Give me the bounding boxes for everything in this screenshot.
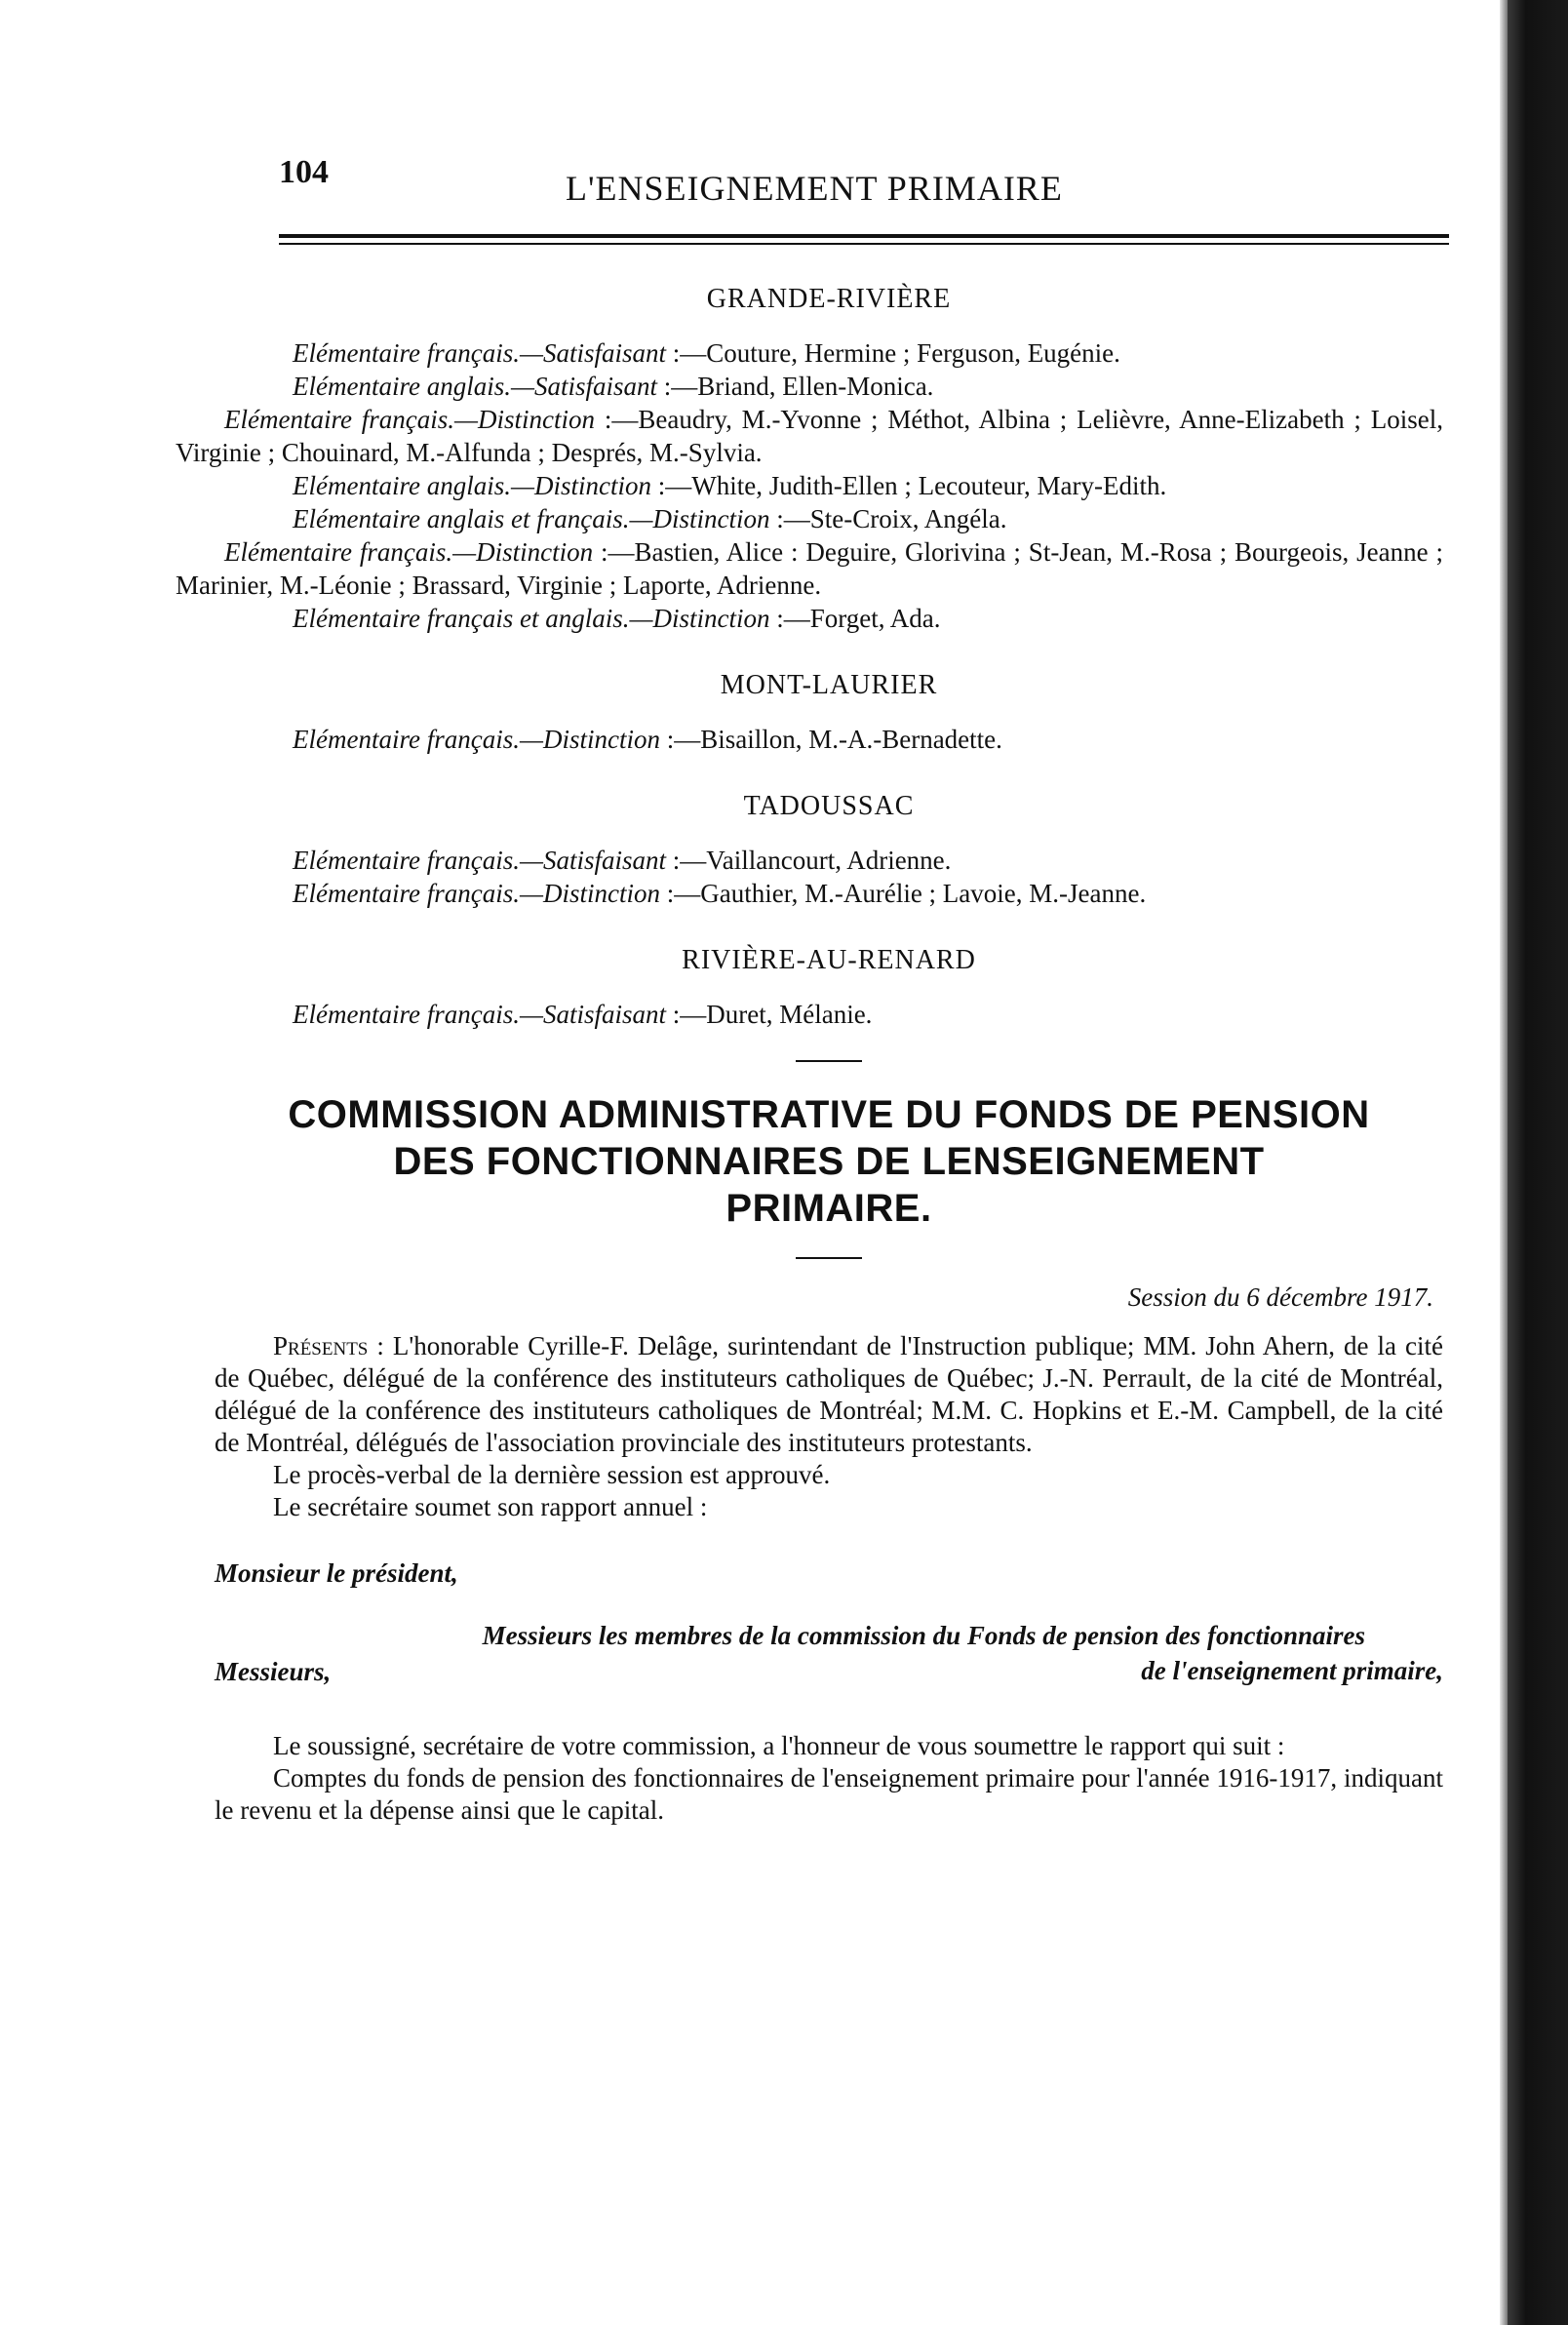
commission-heading-line: COMMISSION ADMINISTRATIVE DU FONDS DE PENSION [288,1093,1370,1136]
section-divider [796,1060,862,1062]
report-body [215,1730,1443,1827]
page-number: 104 [279,154,329,190]
section-title-grande-riviere: GRANDE-RIVIÈRE [706,284,952,314]
accounts-paragraph: Comptes du fonds de pension des fonctionnaires de l'enseignement primaire pour l'année 1916-1917, indiquant le revenu et la dépense ainsi que le capital. [215,1763,1443,1825]
entry-line: Elémentaire français.—Satisfaisant :—Couture, Hermine ; Ferguson, Eugénie. [293,338,1120,368]
report-paragraph: Le secrétaire soumet son rapport annuel : [273,1492,708,1521]
page-header [215,146,1443,215]
entry-line: Elémentaire français.—Satisfaisant :—Vaillancourt, Adrienne. [293,846,952,875]
address-line: Messieurs les membres de la commission du Fonds de pension des fonctionnaires [482,1621,1365,1650]
commission-heading [234,1091,1424,1232]
book-gutter [1508,0,1568,2325]
greeting-messieurs: Messieurs, [215,1657,332,1686]
section-entries-tadoussac [215,844,1443,910]
entry-line: Elémentaire français.—Distinction :—Gauthier, M.-Aurélie ; Lavoie, M.-Jeanne. [293,879,1147,908]
presents-label: Présents [273,1331,369,1360]
salutation: Monsieur le président, [215,1558,458,1588]
spacer [215,1687,1443,1730]
minutes-body [215,1330,1443,1523]
section-entries-grande-riviere [176,336,1443,635]
address-line: de l'enseignement primaire, [1141,1656,1443,1685]
section-entries-mont-laurier [215,723,1443,756]
running-title: L'ENSEIGNEMENT PRIMAIRE [566,169,1063,208]
commission-heading-line: PRIMAIRE. [725,1187,932,1230]
minutes-approved-paragraph: Le procès-verbal de la dernière session est approuvé. [273,1460,831,1489]
entry-line: Elémentaire français et anglais.—Distinction :—Forget, Ada. [293,604,941,633]
heading-divider [796,1257,862,1259]
section-title-riviere-au-renard: RIVIÈRE-AU-RENARD [682,945,976,975]
page-body [176,146,1443,1827]
presents-paragraph: Présents : L'honorable Cyrille-F. Delâge, surintendant de l'Instruction publique; MM. John Ahern, de la cité de Québec, délégué de la conférence des instituteurs catholiques de Québec; J.-N. Perrault, de la cité de Montréal, délégué de la conférence des instituteurs catholiques de Montréal; M.M. C. Hopkins et E.-M. Campbell, de la cité de Montréal, délégués de l'association provinciale des instituteurs protestants. [215,1331,1443,1457]
header-double-rule [279,234,1449,245]
entry-line: Elémentaire français.—Distinction :—Beaudry, M.-Yvonne ; Méthot, Albina ; Lelièvre, Anne-Elizabeth ; Loisel, Virginie ; Chouinard, M.-Alfunda ; Després, M.-Sylvia. [176,405,1443,467]
entry-line: Elémentaire anglais.—Distinction :—White, Judith-Ellen ; Lecouteur, Mary-Edith. [293,471,1167,500]
entry-line: Elémentaire français.—Distinction :—Bastien, Alice : Deguire, Glorivina ; St-Jean, M.-Rosa ; Bourgeois, Jeanne ; Marinier, M.-Léonie ; Brassard, Virginie ; Laporte, Adrienne. [176,537,1443,600]
entry-line: Elémentaire français.—Satisfaisant :—Duret, Mélanie. [293,1000,873,1029]
session-date: Session du 6 décembre 1917. [1127,1282,1433,1312]
undersigned-paragraph: Le soussigné, secrétaire de votre commission, a l'honneur de vous soumettre le rapport qui suit : [273,1731,1285,1760]
page-gutter-edge [1500,0,1508,2325]
section-title-mont-laurier: MONT-LAURIER [720,670,938,700]
entry-line: Elémentaire anglais et français.—Distinction :—Ste-Croix, Angéla. [293,504,1007,533]
commission-heading-line: DES FONCTIONNAIRES DE LENSEIGNEMENT [393,1140,1265,1183]
entry-line: Elémentaire anglais.—Satisfaisant :—Briand, Ellen-Monica. [293,372,934,401]
entry-line: Elémentaire français.—Distinction :—Bisaillon, M.-A.-Bernadette. [293,725,1002,754]
section-title-tadoussac: TADOUSSAC [743,791,915,821]
section-entries-riviere-au-renard [215,998,1443,1031]
